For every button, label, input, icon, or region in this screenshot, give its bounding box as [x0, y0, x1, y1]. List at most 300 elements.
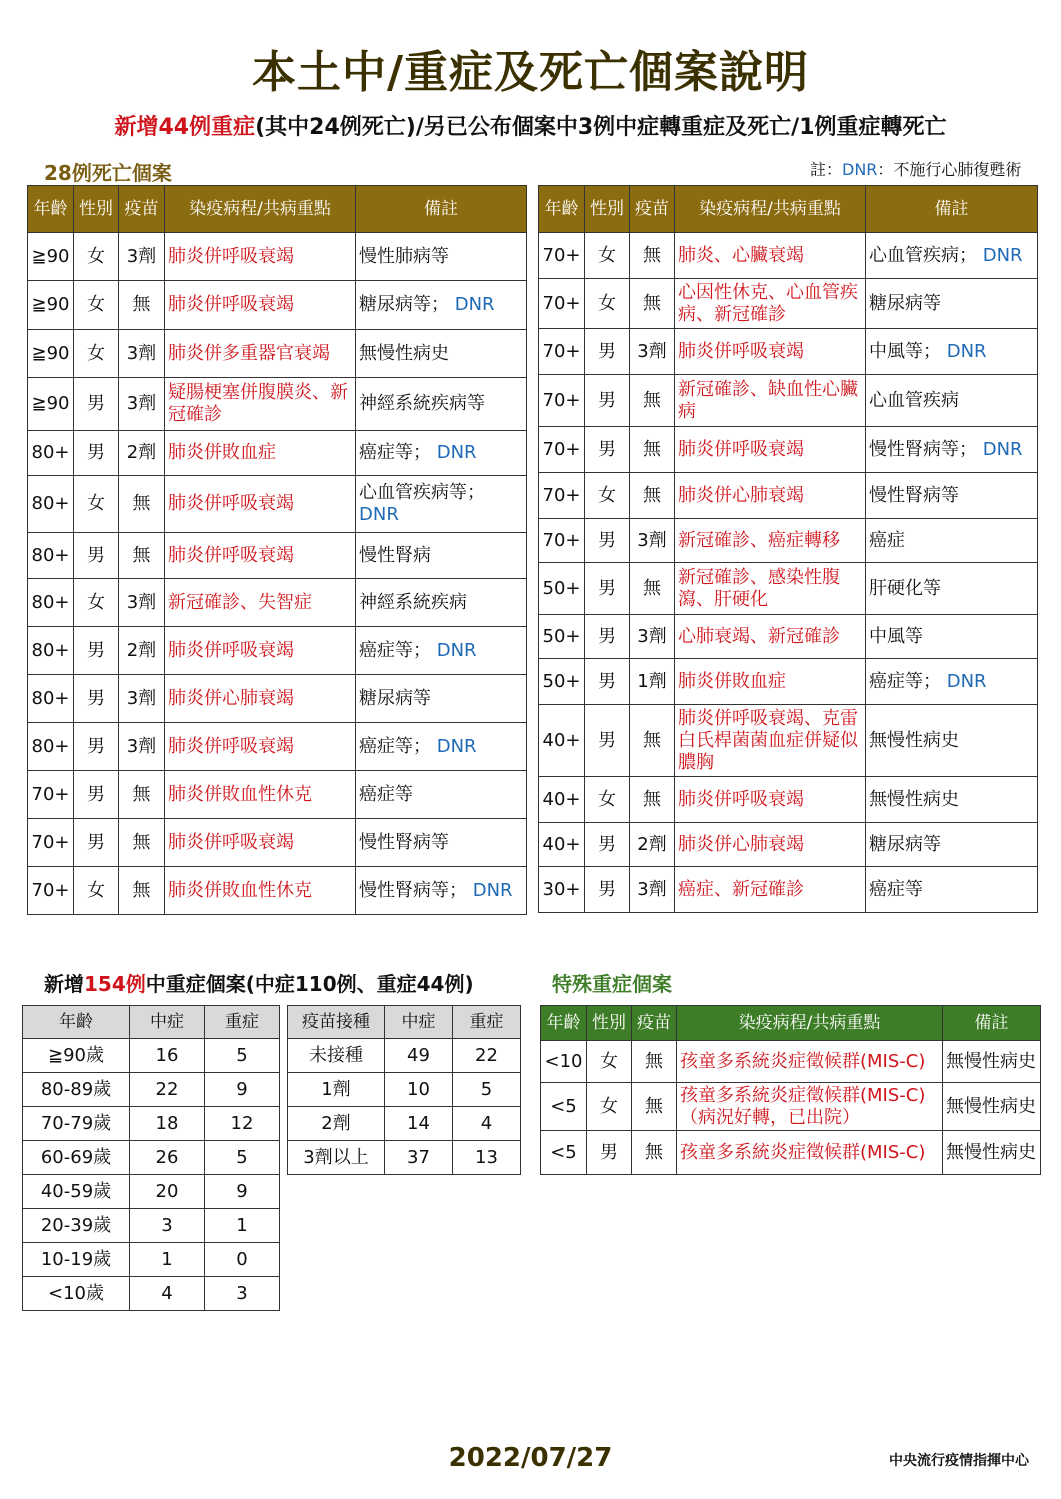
- age-table: [22, 1005, 280, 1311]
- table-row: [23, 1039, 280, 1073]
- remark-text: 無慢性病史: [869, 729, 959, 751]
- course-note: （病況好轉，已出院）: [680, 1106, 860, 1128]
- remark-cell: [356, 476, 527, 533]
- sex-cell: 男: [74, 723, 119, 771]
- dnr-tag: DNR: [946, 340, 987, 362]
- page-subtitle: [0, 110, 1061, 141]
- sex-cell: 男: [585, 659, 630, 705]
- table-row: [23, 1073, 280, 1107]
- remark-cell: [866, 427, 1038, 473]
- note-prefix: 註：: [810, 160, 843, 179]
- header-age: 年齡: [28, 186, 74, 233]
- table-row: [541, 1083, 1041, 1131]
- table-row: [28, 771, 527, 819]
- label-cell: 20-39歲: [23, 1209, 130, 1243]
- remark-text: 癌症等；: [359, 735, 431, 757]
- remark-text: 慢性腎病等: [359, 831, 449, 853]
- table-row: [23, 1209, 280, 1243]
- remark-text: 肝硬化等: [869, 577, 941, 599]
- table-row: [541, 1041, 1041, 1083]
- table-row: [539, 777, 1038, 823]
- sex-cell: 女: [74, 579, 119, 627]
- age-cell: 40+: [539, 777, 585, 823]
- remark-cell: [866, 233, 1038, 279]
- header-vaccine: 疫苗: [632, 1006, 677, 1041]
- moderate-cell: 26: [130, 1141, 205, 1175]
- course-cell: 新冠確診、感染性腹瀉、肝硬化: [675, 563, 866, 615]
- severe-cell: 9: [205, 1073, 280, 1107]
- header-row: [539, 186, 1038, 233]
- age-cell: ≧90: [28, 330, 74, 378]
- severe-cell: 0: [205, 1243, 280, 1277]
- vaccine-cell: 無: [630, 777, 675, 823]
- header-row: [28, 186, 527, 233]
- severe-cell: 9: [205, 1175, 280, 1209]
- course-cell: 肺炎併敗血性休克: [165, 771, 356, 819]
- vaccine-cell: 2劑: [630, 823, 675, 867]
- table-row: [28, 330, 527, 378]
- table-row: [28, 378, 527, 431]
- report-date: 2022/07/27: [448, 1443, 613, 1473]
- age-cell: 70+: [539, 279, 585, 329]
- table-row: [539, 375, 1038, 427]
- table-row: [539, 705, 1038, 777]
- table-row: [539, 563, 1038, 615]
- table-row: [541, 1131, 1041, 1175]
- table-row: [539, 427, 1038, 473]
- age-cell: 50+: [539, 563, 585, 615]
- note-rest: ：不施行心肺復甦術: [877, 160, 1022, 179]
- age-cell: 80+: [28, 579, 74, 627]
- age-cell: 40+: [539, 823, 585, 867]
- age-cell: 80+: [28, 627, 74, 675]
- moderate-header: 中症: [385, 1006, 453, 1039]
- remark-cell: [866, 519, 1038, 563]
- remark-text: 癌症等；: [359, 442, 431, 463]
- course-cell: 肺炎併敗血症: [165, 431, 356, 476]
- table-row: [539, 659, 1038, 705]
- severe-cell: 5: [453, 1073, 521, 1107]
- table-row: [288, 1073, 521, 1107]
- vaccine-cell: 1劑: [630, 659, 675, 705]
- vaccine-header: 疫苗接種: [288, 1006, 385, 1039]
- header-row: [288, 1006, 521, 1039]
- age-cell: 80+: [28, 723, 74, 771]
- severe-header: 重症: [453, 1006, 521, 1039]
- vaccine-cell: 2劑: [119, 431, 165, 476]
- page-title: 本土中/重症及死亡個案說明: [251, 47, 810, 98]
- header-sex: 性別: [74, 186, 119, 233]
- remark-cell: [356, 675, 527, 723]
- sex-cell: 男: [585, 563, 630, 615]
- moderate-cell: 20: [130, 1175, 205, 1209]
- age-cell: ≧90: [28, 233, 74, 281]
- cases-heading: [44, 968, 474, 997]
- vaccine-cell: 無: [630, 705, 675, 777]
- course-text: 孩童多系統炎症徵候群(MIS-C): [680, 1050, 926, 1072]
- remark-cell: [866, 329, 1038, 375]
- severe-header: 重症: [205, 1006, 280, 1039]
- dnr-tag: DNR: [454, 294, 495, 315]
- header-vaccine: 疫苗: [630, 186, 675, 233]
- remark-cell: [866, 615, 1038, 659]
- age-cell: 70+: [28, 771, 74, 819]
- sex-cell: 女: [74, 233, 119, 281]
- course-cell: 肺炎併呼吸衰竭: [165, 627, 356, 675]
- course-cell: 肺炎併呼吸衰竭: [675, 329, 866, 375]
- remark-cell: [866, 705, 1038, 777]
- remark-cell: [356, 533, 527, 579]
- age-cell: 40+: [539, 705, 585, 777]
- sex-cell: 男: [585, 823, 630, 867]
- remark-cell: [866, 375, 1038, 427]
- special-table: [540, 1005, 1041, 1175]
- remark-cell: [866, 563, 1038, 615]
- moderate-cell: 22: [130, 1073, 205, 1107]
- age-cell: 30+: [539, 867, 585, 913]
- table-row: [28, 675, 527, 723]
- course-cell: 新冠確診、癌症轉移: [675, 519, 866, 563]
- course-cell: 肺炎併呼吸衰竭、克雷白氏桿菌菌血症併疑似膿胸: [675, 705, 866, 777]
- label-cell: 70-79歲: [23, 1107, 130, 1141]
- remark-text: 心血管疾病: [869, 389, 959, 411]
- sex-cell: 男: [74, 675, 119, 723]
- table-row: [288, 1039, 521, 1073]
- sex-cell: 男: [585, 329, 630, 375]
- remark-text: 癌症等；: [869, 670, 941, 692]
- course-cell: 疑腸梗塞併腹膜炎、新冠確診: [165, 378, 356, 431]
- header-course: 染疫病程/共病重點: [165, 186, 356, 233]
- label-cell: 3劑以上: [288, 1141, 385, 1175]
- course-cell: 肺炎併呼吸衰竭: [165, 233, 356, 281]
- sex-cell: 男: [74, 819, 119, 867]
- remark-text: 慢性腎病等: [869, 484, 959, 506]
- label-cell: 40-59歲: [23, 1175, 130, 1209]
- remark-text: 無慢性病史: [869, 788, 959, 810]
- table-row: [539, 279, 1038, 329]
- age-cell: 50+: [539, 659, 585, 705]
- vaccine-cell: 3劑: [119, 579, 165, 627]
- table-row: [23, 1107, 280, 1141]
- note-dnr: DNR: [842, 160, 878, 179]
- sex-cell: 女: [587, 1041, 632, 1083]
- header-sex: 性別: [585, 186, 630, 233]
- table-row: [28, 723, 527, 771]
- table-row: [288, 1141, 521, 1175]
- vaccine-cell: 無: [119, 771, 165, 819]
- dnr-tag: DNR: [946, 670, 987, 692]
- cases-heading-p1: 新增: [44, 972, 84, 996]
- age-cell: 70+: [539, 473, 585, 519]
- remark-text: 心血管疾病等；: [359, 482, 485, 503]
- course-cell: 肺炎併呼吸衰竭: [165, 723, 356, 771]
- label-cell: 80-89歲: [23, 1073, 130, 1107]
- dnr-tag: DNR: [436, 442, 477, 463]
- course-cell: 肺炎併敗血症: [675, 659, 866, 705]
- remark-text: 糖尿病等: [359, 687, 431, 709]
- sex-cell: 女: [74, 476, 119, 533]
- age-header: 年齡: [23, 1006, 130, 1039]
- age-cell: 80+: [28, 431, 74, 476]
- deaths-heading: 28例死亡個案: [44, 161, 172, 185]
- vaccine-cell: 無: [119, 819, 165, 867]
- moderate-cell: 37: [385, 1141, 453, 1175]
- age-cell: <5: [541, 1083, 587, 1131]
- age-cell: ≧90: [28, 281, 74, 330]
- course-cell: 肺炎併敗血性休克: [165, 867, 356, 915]
- remark-cell: [866, 777, 1038, 823]
- table-row: [28, 627, 527, 675]
- table-row: [23, 1141, 280, 1175]
- age-cell: ≧90: [28, 378, 74, 431]
- remark-cell: [356, 627, 527, 675]
- sex-cell: 女: [585, 233, 630, 279]
- cases-heading-p3: 中重症個案(中症110例、重症44例): [145, 972, 474, 996]
- vaccine-cell: 無: [632, 1083, 677, 1131]
- deaths-table-left: [27, 185, 527, 915]
- moderate-cell: 18: [130, 1107, 205, 1141]
- remark-cell: [866, 823, 1038, 867]
- course-cell: 肺炎併呼吸衰竭: [675, 427, 866, 473]
- age-cell: <10: [541, 1041, 587, 1083]
- severe-cell: 3: [205, 1277, 280, 1311]
- header-course: 染疫病程/共病重點: [677, 1006, 943, 1041]
- age-cell: 80+: [28, 533, 74, 579]
- subtitle-highlight: 新增44例重症: [114, 115, 256, 140]
- severe-cell: 5: [205, 1141, 280, 1175]
- table-row: [28, 533, 527, 579]
- severe-cell: 5: [205, 1039, 280, 1073]
- remark-cell: [356, 771, 527, 819]
- moderate-cell: 3: [130, 1209, 205, 1243]
- course-cell: 肺炎、心臟衰竭: [675, 233, 866, 279]
- vaccine-cell: 無: [632, 1131, 677, 1175]
- label-cell: 1劑: [288, 1073, 385, 1107]
- dnr-tag: DNR: [982, 244, 1023, 266]
- deaths-table-right: [538, 185, 1038, 913]
- sex-cell: 男: [585, 519, 630, 563]
- remark-cell: [356, 579, 527, 627]
- remark-text: 神經系統疾病等: [359, 393, 485, 414]
- age-cell: 70+: [539, 375, 585, 427]
- table-row: [28, 579, 527, 627]
- sex-cell: 男: [585, 427, 630, 473]
- vaccine-cell: 無: [632, 1041, 677, 1083]
- age-cell: 70+: [28, 819, 74, 867]
- age-cell: 80+: [28, 675, 74, 723]
- remark-cell: 無慢性病史: [943, 1041, 1041, 1083]
- header-remark: 備註: [356, 186, 527, 233]
- organization: 中央流行疫情指揮中心: [889, 1453, 1029, 1469]
- age-cell: 80+: [28, 476, 74, 533]
- remark-cell: [356, 281, 527, 330]
- table-row: [539, 823, 1038, 867]
- course-cell: 肺炎併多重器官衰竭: [165, 330, 356, 378]
- vaccine-table: [287, 1005, 521, 1175]
- course-cell: 癌症、新冠確診: [675, 867, 866, 913]
- course-cell: 心因性休克、心血管疾病、新冠確診: [675, 279, 866, 329]
- vaccine-cell: 3劑: [630, 615, 675, 659]
- vaccine-cell: 3劑: [119, 233, 165, 281]
- remark-cell: 無慢性病史: [943, 1083, 1041, 1131]
- label-cell: 10-19歲: [23, 1243, 130, 1277]
- table-row: [28, 281, 527, 330]
- severe-cell: 12: [205, 1107, 280, 1141]
- vaccine-cell: 無: [630, 233, 675, 279]
- severe-cell: 13: [453, 1141, 521, 1175]
- age-cell: <5: [541, 1131, 587, 1175]
- header-remark: 備註: [943, 1006, 1041, 1041]
- table-row: [28, 819, 527, 867]
- header-remark: 備註: [866, 186, 1038, 233]
- remark-text: 慢性腎病等；: [359, 879, 467, 901]
- remark-cell: [356, 819, 527, 867]
- table-row: [28, 431, 527, 476]
- remark-text: 心血管疾病；: [869, 244, 977, 266]
- moderate-header: 中症: [130, 1006, 205, 1039]
- remark-cell: [866, 473, 1038, 519]
- remark-text: 神經系統疾病: [359, 591, 467, 613]
- course-cell: 肺炎併呼吸衰竭: [165, 819, 356, 867]
- remark-text: 糖尿病等: [869, 833, 941, 855]
- remark-text: 慢性肺病等: [359, 245, 449, 267]
- course-cell: 肺炎併呼吸衰竭: [165, 281, 356, 330]
- dnr-tag: DNR: [359, 504, 399, 525]
- sex-cell: 男: [585, 375, 630, 427]
- sex-cell: 男: [74, 378, 119, 431]
- sex-cell: 男: [587, 1131, 632, 1175]
- dnr-note: [810, 157, 1021, 180]
- table-row: [23, 1243, 280, 1277]
- table-row: [28, 476, 527, 533]
- sex-cell: 男: [74, 771, 119, 819]
- remark-text: 中風等: [869, 625, 923, 647]
- moderate-cell: 4: [130, 1277, 205, 1311]
- sex-cell: 女: [587, 1083, 632, 1131]
- remark-text: 糖尿病等: [869, 292, 941, 314]
- sex-cell: 女: [74, 281, 119, 330]
- sex-cell: 女: [585, 279, 630, 329]
- vaccine-cell: 3劑: [630, 867, 675, 913]
- vaccine-cell: 無: [630, 375, 675, 427]
- vaccine-cell: 3劑: [119, 675, 165, 723]
- vaccine-cell: 無: [630, 563, 675, 615]
- vaccine-cell: 3劑: [119, 723, 165, 771]
- label-cell: 60-69歲: [23, 1141, 130, 1175]
- vaccine-cell: 無: [119, 476, 165, 533]
- header-sex: 性別: [587, 1006, 632, 1041]
- remark-cell: [356, 723, 527, 771]
- label-cell: 未接種: [288, 1039, 385, 1073]
- sex-cell: 男: [585, 615, 630, 659]
- vaccine-cell: 無: [119, 867, 165, 915]
- sex-cell: 男: [585, 867, 630, 913]
- table-row: [28, 233, 527, 281]
- table-row: [539, 473, 1038, 519]
- header-age: 年齡: [539, 186, 585, 233]
- vaccine-cell: 無: [630, 279, 675, 329]
- sex-cell: 女: [74, 867, 119, 915]
- remark-cell: [356, 233, 527, 281]
- course-cell: [677, 1083, 943, 1131]
- sex-cell: 男: [585, 705, 630, 777]
- sex-cell: 男: [74, 431, 119, 476]
- course-cell: 新冠確診、失智症: [165, 579, 356, 627]
- vaccine-cell: 3劑: [119, 330, 165, 378]
- remark-cell: 無慢性病史: [943, 1131, 1041, 1175]
- table-row: [288, 1107, 521, 1141]
- sex-cell: 女: [585, 777, 630, 823]
- remark-text: 癌症等；: [359, 639, 431, 661]
- vaccine-cell: 3劑: [119, 378, 165, 431]
- remark-text: 慢性腎病等；: [869, 438, 977, 460]
- header-age: 年齡: [541, 1006, 587, 1041]
- remark-text: 無慢性病史: [359, 342, 449, 364]
- remark-cell: [866, 279, 1038, 329]
- course-text: 孩童多系統炎症徵候群(MIS-C): [680, 1141, 926, 1163]
- remark-text: 癌症等: [869, 878, 923, 900]
- severe-cell: 1: [205, 1209, 280, 1243]
- remark-text: 癌症等: [359, 783, 413, 805]
- course-text: 孩童多系統炎症徵候群(MIS-C): [680, 1084, 926, 1106]
- course-cell: 新冠確診、缺血性心臟病: [675, 375, 866, 427]
- vaccine-cell: 無: [119, 533, 165, 579]
- table-row: [23, 1175, 280, 1209]
- moderate-cell: 14: [385, 1107, 453, 1141]
- vaccine-cell: 3劑: [630, 329, 675, 375]
- severe-cell: 22: [453, 1039, 521, 1073]
- table-row: [539, 867, 1038, 913]
- remark-cell: [356, 378, 527, 431]
- label-cell: 2劑: [288, 1107, 385, 1141]
- sex-cell: 女: [74, 330, 119, 378]
- header-row: [23, 1006, 280, 1039]
- moderate-cell: 1: [130, 1243, 205, 1277]
- label-cell: <10歲: [23, 1277, 130, 1311]
- course-cell: 肺炎併心肺衰竭: [165, 675, 356, 723]
- course-cell: [677, 1131, 943, 1175]
- special-heading: 特殊重症個案: [552, 972, 672, 996]
- cases-heading-count: 154例: [84, 972, 146, 996]
- dnr-tag: DNR: [472, 879, 513, 901]
- dnr-tag: DNR: [436, 639, 477, 661]
- vaccine-cell: 無: [630, 473, 675, 519]
- sex-cell: 女: [585, 473, 630, 519]
- header-row: [541, 1006, 1041, 1041]
- table-row: [23, 1277, 280, 1311]
- header-vaccine: 疫苗: [119, 186, 165, 233]
- course-cell: 肺炎併呼吸衰竭: [165, 533, 356, 579]
- remark-cell: [356, 867, 527, 915]
- moderate-cell: 10: [385, 1073, 453, 1107]
- remark-cell: [866, 867, 1038, 913]
- remark-cell: [356, 431, 527, 476]
- age-cell: 70+: [539, 329, 585, 375]
- remark-text: 癌症: [869, 529, 905, 551]
- age-cell: 50+: [539, 615, 585, 659]
- course-cell: 肺炎併呼吸衰竭: [675, 777, 866, 823]
- course-cell: 肺炎併呼吸衰竭: [165, 476, 356, 533]
- sex-cell: 男: [74, 627, 119, 675]
- course-cell: 肺炎併心肺衰竭: [675, 823, 866, 867]
- table-row: [539, 233, 1038, 279]
- vaccine-cell: 3劑: [630, 519, 675, 563]
- remark-cell: [356, 330, 527, 378]
- label-cell: ≧90歲: [23, 1039, 130, 1073]
- course-cell: 肺炎併心肺衰竭: [675, 473, 866, 519]
- dnr-tag: DNR: [982, 438, 1023, 460]
- remark-text: 糖尿病等；: [359, 294, 449, 315]
